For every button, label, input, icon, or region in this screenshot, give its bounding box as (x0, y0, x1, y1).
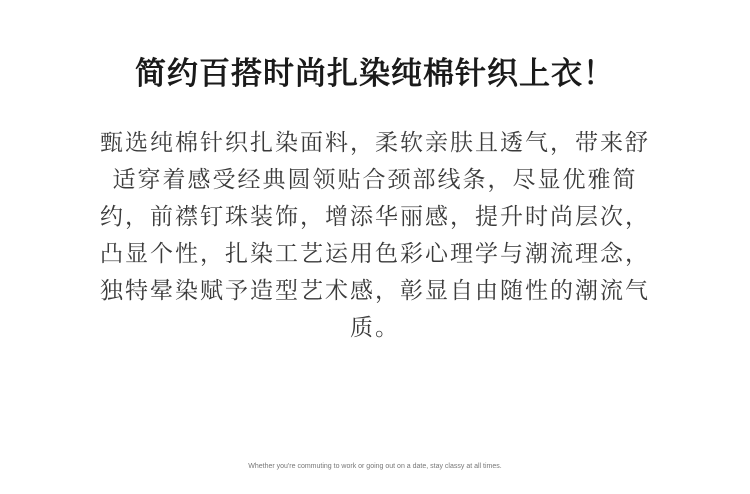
footer-tagline: Whether you're commuting to work or going out on a date, stay classy at all times. (248, 463, 502, 470)
description-line: 约，前襟钉珠装饰，增添华丽感，提升时尚层次， (100, 204, 650, 230)
description-line: 适穿着感受经典圆领贴合颈部线条，尽显优雅简 (112, 167, 638, 193)
description-line: 质。 (350, 315, 400, 341)
description-block (95, 125, 655, 347)
description-line: 独特晕染赋予造型艺术感，彰显自由随性的潮流气 (100, 278, 650, 304)
description-line: 凸显个性，扎染工艺运用色彩心理学与潮流理念， (100, 241, 650, 267)
page-title: 简约百搭时尚扎染纯棉针织上衣！ (135, 56, 615, 92)
description-line: 甄选纯棉针织扎染面料，柔软亲肤且透气，带来舒 (100, 130, 650, 156)
